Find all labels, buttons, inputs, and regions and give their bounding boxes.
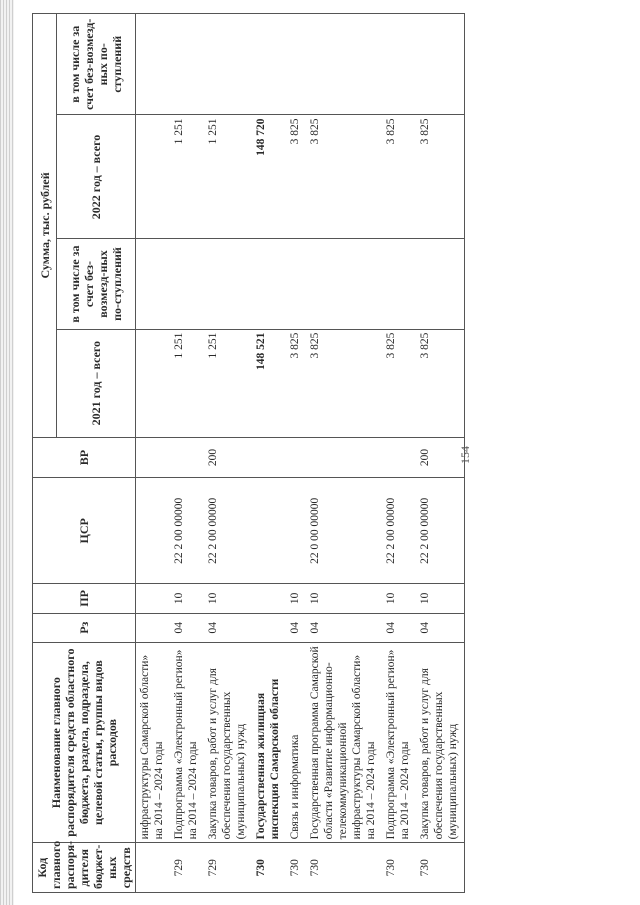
table-row bbox=[286, 14, 306, 893]
cell-2022-incl bbox=[136, 14, 171, 116]
cell-kod: 730 bbox=[286, 843, 306, 893]
cell-csr bbox=[286, 478, 306, 584]
cell-2021-incl bbox=[136, 239, 171, 329]
cell-name: Подпрограмма «Электронный регион» на 2014 – 2024 годы bbox=[170, 642, 204, 843]
cell-2021-incl bbox=[252, 239, 286, 329]
cell-rz: 04 bbox=[306, 613, 382, 642]
cell-2021-incl bbox=[170, 239, 204, 329]
cell-2022-total: 1 251 bbox=[204, 115, 252, 239]
cell-2022-incl bbox=[252, 14, 286, 116]
cell-2022-incl bbox=[416, 14, 465, 116]
header-rz: Рз bbox=[33, 613, 136, 642]
cell-2021-incl bbox=[286, 239, 306, 329]
cell-2022-total bbox=[136, 115, 171, 239]
cell-2021-incl bbox=[416, 239, 465, 329]
cell-kod: 730 bbox=[416, 843, 465, 893]
cell-csr: 22 0 00 00000 bbox=[306, 478, 382, 584]
cell-csr bbox=[136, 478, 171, 584]
budget-table bbox=[32, 13, 465, 893]
cell-2021-total: 3 825 bbox=[286, 329, 306, 437]
cell-kod: 729 bbox=[204, 843, 252, 893]
cell-2021-incl bbox=[204, 239, 252, 329]
cell-kod: 730 bbox=[382, 843, 416, 893]
cell-rz: 04 bbox=[170, 613, 204, 642]
cell-vr bbox=[382, 437, 416, 478]
cell-2021-total: 148 521 bbox=[252, 329, 286, 437]
cell-vr bbox=[252, 437, 286, 478]
cell-pr bbox=[136, 584, 171, 613]
header-kod: Код главного распоря-дителя бюджет-ных средств bbox=[33, 843, 136, 893]
cell-rz: 04 bbox=[416, 613, 465, 642]
cell-2021-total bbox=[136, 329, 171, 437]
cell-pr: 10 bbox=[416, 584, 465, 613]
table-row bbox=[204, 14, 252, 893]
cell-name: Подпрограмма «Электронный регион» на 2014 – 2024 годы bbox=[382, 642, 416, 843]
cell-csr bbox=[252, 478, 286, 584]
cell-vr: 200 bbox=[204, 437, 252, 478]
cell-2022-incl bbox=[286, 14, 306, 116]
cell-2022-total: 1 251 bbox=[170, 115, 204, 239]
cell-2021-incl bbox=[306, 239, 382, 329]
table-body bbox=[136, 14, 465, 893]
header-name: Наименование главного распорядителя средств областного бюджета, раздела, подраздела, целевой статьи, группы видов расходов bbox=[33, 642, 136, 843]
cell-2021-total: 1 251 bbox=[204, 329, 252, 437]
header-vr: ВР bbox=[33, 437, 136, 478]
cell-csr: 22 2 00 00000 bbox=[170, 478, 204, 584]
cell-2021-total: 1 251 bbox=[170, 329, 204, 437]
header-2021-incl: в том числе за счет без-возмезд-ных по-ступлений bbox=[57, 239, 136, 329]
table-row bbox=[170, 14, 204, 893]
cell-2022-total: 3 825 bbox=[416, 115, 465, 239]
cell-rz bbox=[136, 613, 171, 642]
cell-rz bbox=[252, 613, 286, 642]
cell-name: Государственная жилищная инспекция Самарской области bbox=[252, 642, 286, 843]
cell-2022-incl bbox=[382, 14, 416, 116]
cell-2022-total: 148 720 bbox=[252, 115, 286, 239]
cell-2022-incl bbox=[306, 14, 382, 116]
cell-name: инфраструктуры Самарской области» на 2014 – 2024 годы bbox=[136, 642, 171, 843]
header-sum-group: Сумма, тыс. рублей bbox=[33, 14, 57, 438]
cell-2022-incl bbox=[204, 14, 252, 116]
table-row bbox=[252, 14, 286, 893]
cell-csr: 22 2 00 00000 bbox=[204, 478, 252, 584]
cell-2022-total: 3 825 bbox=[286, 115, 306, 239]
cell-2022-incl bbox=[170, 14, 204, 116]
cell-name: Закупка товаров, работ и услуг для обеспечения государственных (муниципальных) нужд bbox=[416, 642, 465, 843]
cell-rz: 04 bbox=[382, 613, 416, 642]
cell-kod: 729 bbox=[170, 843, 204, 893]
cell-kod: 730 bbox=[252, 843, 286, 893]
cell-pr: 10 bbox=[286, 584, 306, 613]
cell-pr: 10 bbox=[170, 584, 204, 613]
cell-pr: 10 bbox=[382, 584, 416, 613]
cell-kod: 730 bbox=[306, 843, 382, 893]
cell-2021-incl bbox=[382, 239, 416, 329]
header-2021-total: 2021 год – всего bbox=[57, 329, 136, 437]
cell-2022-total: 3 825 bbox=[306, 115, 382, 239]
cell-pr bbox=[252, 584, 286, 613]
cell-vr bbox=[136, 437, 171, 478]
cell-name: Государственная программа Самарской области «Развитие информационно-телекоммуникационной инфраструктуры Самарской области» на 2014 – 2024 годы bbox=[306, 642, 382, 843]
cell-vr: 200 bbox=[416, 437, 465, 478]
cell-name: Связь и информатика bbox=[286, 642, 306, 843]
header-2022-incl: в том числе за счет без-возмезд-ных по-ступлений bbox=[57, 14, 136, 116]
cell-kod bbox=[136, 843, 171, 893]
cell-vr bbox=[286, 437, 306, 478]
cell-vr bbox=[306, 437, 382, 478]
cell-2022-total: 3 825 bbox=[382, 115, 416, 239]
cell-2021-total: 3 825 bbox=[382, 329, 416, 437]
table-row bbox=[416, 14, 465, 893]
table-row bbox=[136, 14, 171, 893]
cell-csr: 22 2 00 00000 bbox=[382, 478, 416, 584]
header-2022-total: 2022 год – всего bbox=[57, 115, 136, 239]
header-pr: ПР bbox=[33, 584, 136, 613]
table-row bbox=[382, 14, 416, 893]
cell-rz: 04 bbox=[204, 613, 252, 642]
cell-name: Закупка товаров, работ и услуг для обеспечения государственных (муниципальных) нужд bbox=[204, 642, 252, 843]
cell-vr bbox=[170, 437, 204, 478]
page-number: 154 bbox=[458, 446, 472, 464]
cell-csr: 22 2 00 00000 bbox=[416, 478, 465, 584]
table-row bbox=[306, 14, 382, 893]
cell-2021-total: 3 825 bbox=[416, 329, 465, 437]
cell-pr: 10 bbox=[204, 584, 252, 613]
cell-rz: 04 bbox=[286, 613, 306, 642]
cell-pr: 10 bbox=[306, 584, 382, 613]
cell-2021-total: 3 825 bbox=[306, 329, 382, 437]
header-csr: ЦСР bbox=[33, 478, 136, 584]
